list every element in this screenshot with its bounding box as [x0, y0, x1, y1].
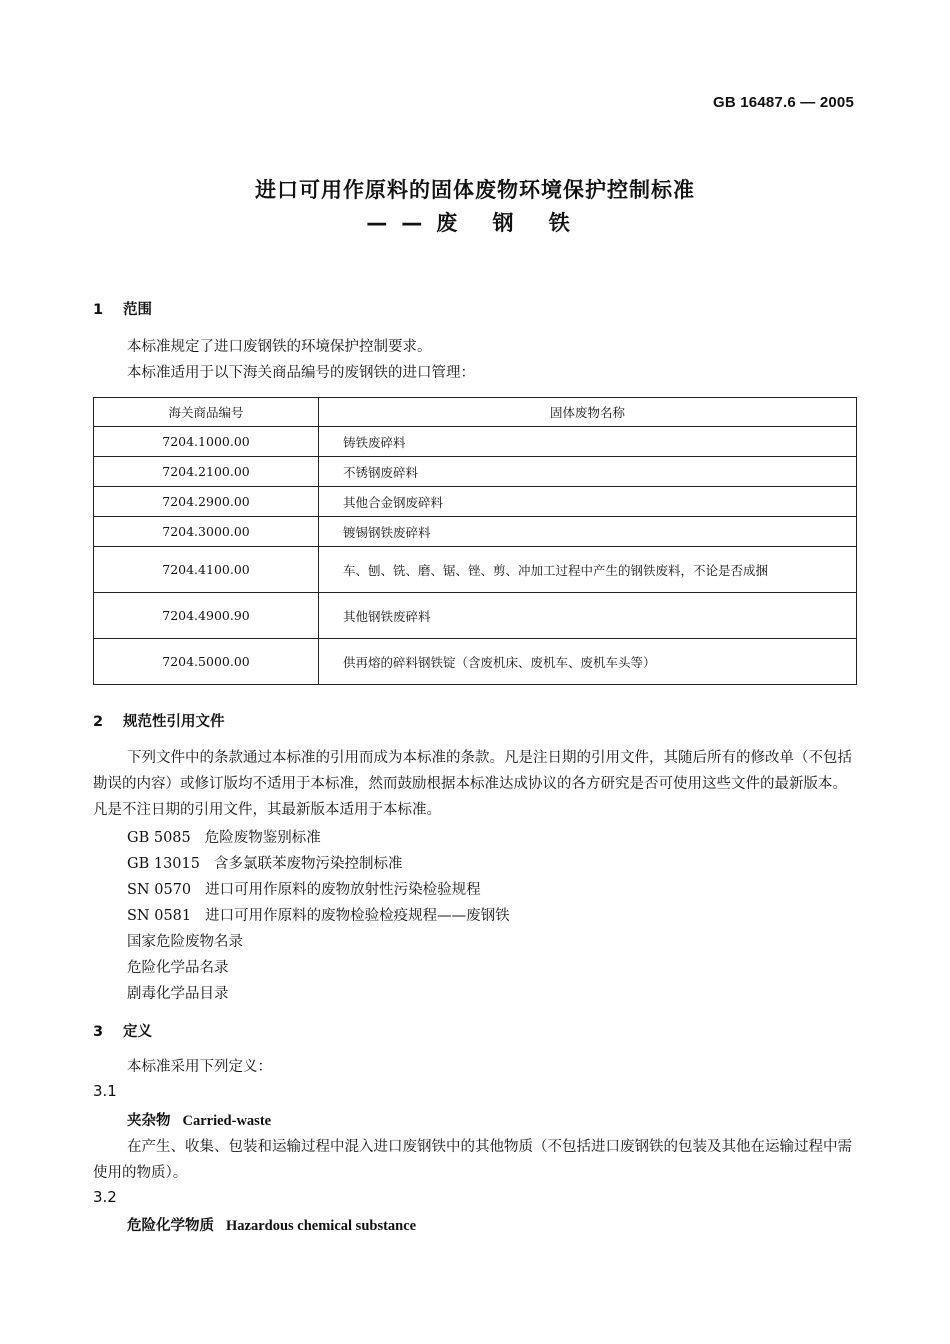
reference-item	[127, 852, 402, 873]
waste-name-cell: 车、刨、铣、磨、锯、锉、剪、冲加工过程中产生的钢铁废料，不论是否成捆	[319, 547, 857, 593]
section-2-heading	[93, 710, 225, 731]
section-title: 定义	[123, 1024, 152, 1040]
term-chinese: 危险化学物质	[127, 1217, 214, 1234]
reference-title: 含多氯联苯废物污染控制标准	[213, 856, 403, 872]
reference-code: GB 5085	[127, 830, 191, 846]
definitions-intro: 本标准采用下列定义：	[127, 1059, 272, 1075]
normative-references-paragraph: 下列文件中的条款通过本标准的引用而成为本标准的条款。凡是注日期的引用文件，其随后所有的修改单（不包括勘误的内容）或修订版均不适用于本标准，然而鼓励根据本标准达成协议的各方研究是否可使用这些文件的最新版本。凡是不注日期的引用文件，其最新版本适用于本标准。	[93, 750, 852, 818]
table-row	[94, 593, 857, 639]
table-header-code: 海关商品编号	[94, 398, 319, 427]
reference-code: SN 0570	[127, 882, 192, 898]
definition-text: 在产生、收集、包装和运输过程中混入进口废钢铁中的其他物质（不包括进口废钢铁的包装及其他在运输过程中需使用的物质）。	[93, 1139, 852, 1181]
reference-item	[127, 826, 321, 847]
table-header-name: 固体废物名称	[319, 398, 857, 427]
waste-name-cell: 供再熔的碎料钢铁锭（含废机床、废机车、废机车头等）	[319, 639, 857, 685]
reference-title: 危险废物鉴别标准	[204, 830, 321, 846]
waste-name-cell: 镀锡钢铁废碎料	[319, 517, 857, 547]
table-row	[94, 547, 857, 593]
term-english: Hazardous chemical substance	[226, 1218, 417, 1234]
term-english: Carried-waste	[182, 1113, 272, 1129]
customs-code-cell: 7204.3000.00	[94, 517, 319, 547]
customs-code-cell: 7204.2100.00	[94, 457, 319, 487]
reference-code: SN 0581	[127, 908, 192, 924]
reference-list-item: 国家危险废物名录	[127, 934, 243, 950]
standard-code: GB 16487.6 — 2005	[713, 94, 854, 111]
customs-code-cell: 7204.2900.00	[94, 487, 319, 517]
reference-code: GB 13015	[127, 856, 200, 872]
table-row	[94, 457, 857, 487]
definition-number: 3.1	[93, 1082, 117, 1100]
definition-term	[127, 1109, 271, 1130]
reference-item	[127, 878, 481, 899]
section-1-heading	[93, 298, 152, 319]
customs-code-cell: 7204.1000.00	[94, 427, 319, 457]
term-chinese: 夹杂物	[127, 1112, 171, 1129]
customs-code-cell: 7204.5000.00	[94, 639, 319, 685]
reference-list-item: 剧毒化学品目录	[127, 986, 229, 1002]
section-3-heading	[93, 1020, 152, 1041]
scope-paragraph-2: 本标准适用于以下海关商品编号的废钢铁的进口管理：	[127, 365, 475, 381]
reference-list-item: 危险化学品名录	[127, 960, 229, 976]
document-subtitle: ——废 钢 铁	[366, 211, 584, 235]
definition-number: 3.2	[93, 1188, 117, 1206]
table-header-row	[94, 398, 857, 427]
table-row	[94, 487, 857, 517]
waste-name-cell: 不锈钢废碎料	[319, 457, 857, 487]
section-title: 范围	[123, 302, 152, 318]
section-number: 2	[93, 714, 104, 730]
section-title: 规范性引用文件	[123, 714, 225, 730]
waste-name-cell: 铸铁废碎料	[319, 427, 857, 457]
document-title: 进口可用作原料的固体废物环境保护控制标准	[255, 178, 695, 202]
definition-term	[127, 1214, 416, 1235]
table-row	[94, 639, 857, 685]
table-row	[94, 517, 857, 547]
reference-title: 进口可用作原料的废物放射性污染检验规程	[205, 882, 481, 898]
customs-code-cell: 7204.4100.00	[94, 547, 319, 593]
section-number: 3	[93, 1024, 104, 1040]
customs-code-cell: 7204.4900.90	[94, 593, 319, 639]
scope-paragraph-1: 本标准规定了进口废钢铁的环境保护控制要求。	[127, 339, 432, 355]
table-row	[94, 427, 857, 457]
reference-title: 进口可用作原料的废物检验检疫规程——废钢铁	[205, 908, 510, 924]
reference-item	[127, 904, 510, 925]
waste-name-cell: 其他合金钢废碎料	[319, 487, 857, 517]
section-number: 1	[93, 302, 104, 318]
waste-name-cell: 其他钢铁废碎料	[319, 593, 857, 639]
customs-code-table	[93, 397, 857, 685]
